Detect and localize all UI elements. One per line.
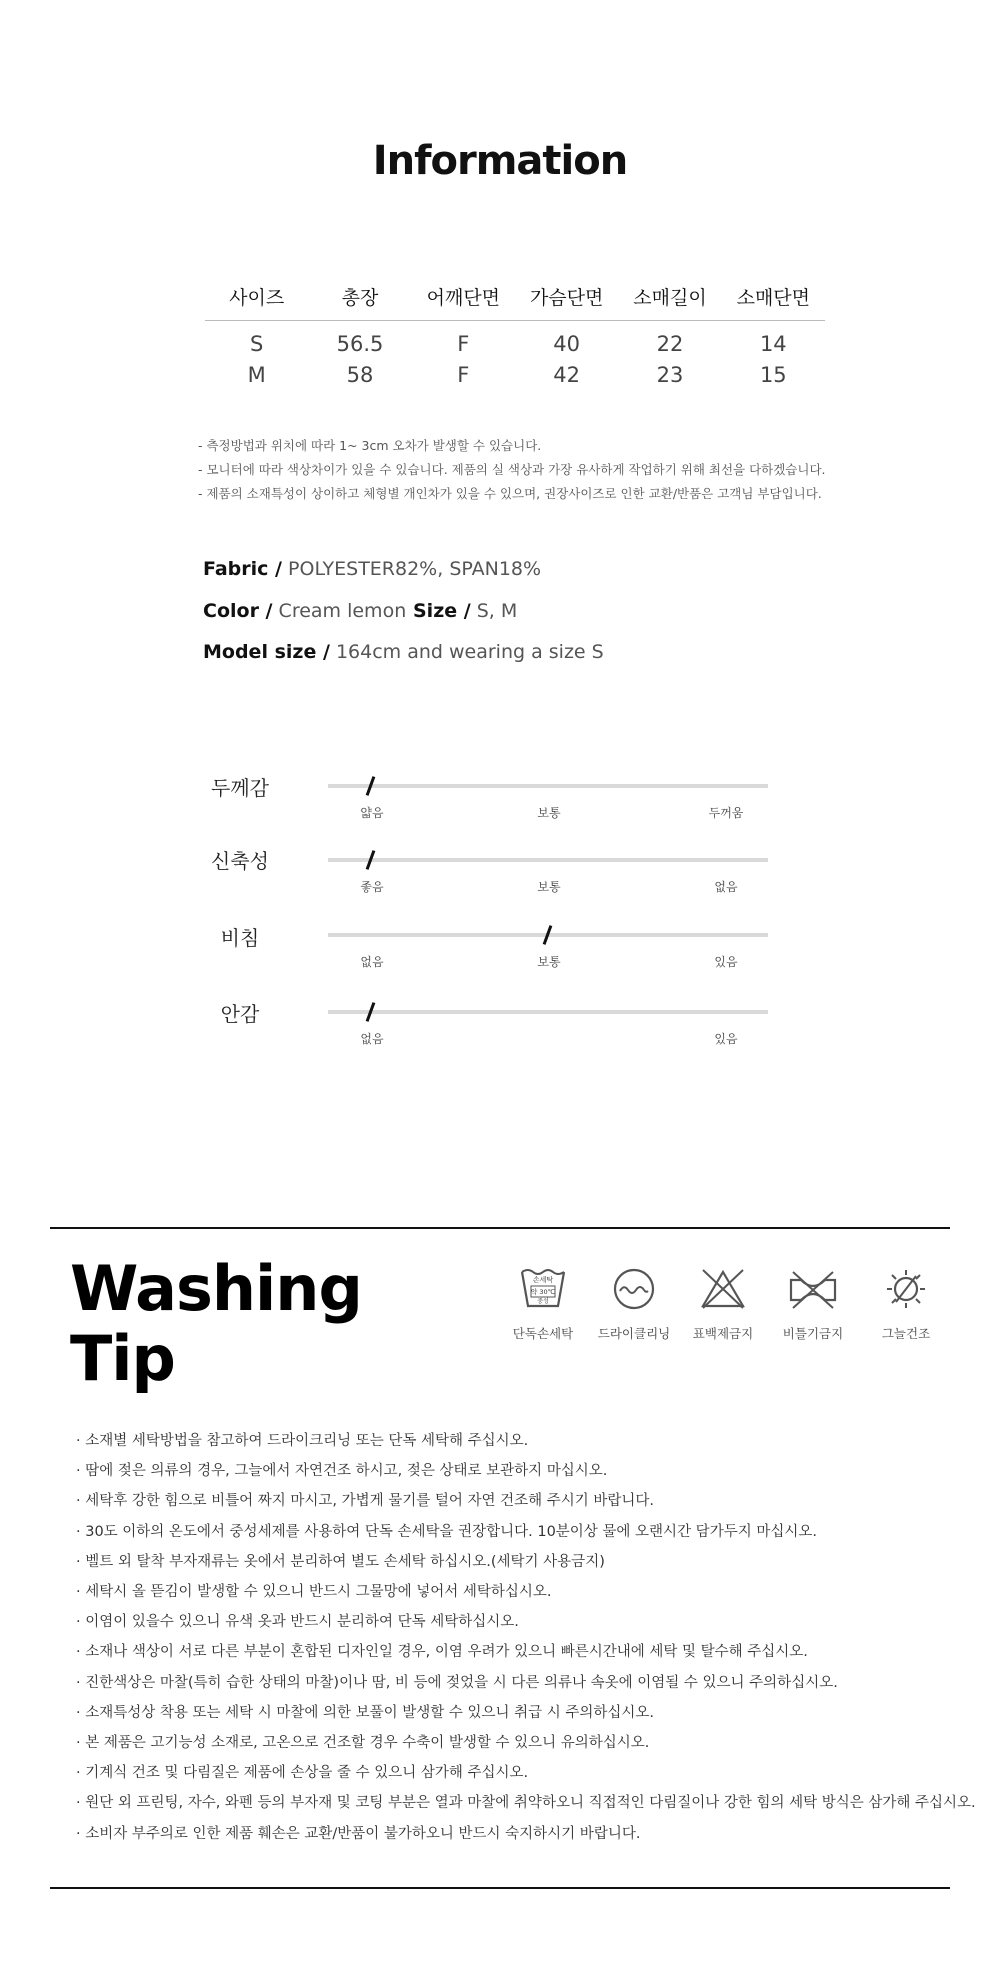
gauge-option: 보통 xyxy=(537,955,561,969)
gauge-label-thickness: 두께감 xyxy=(211,776,269,800)
no-wring-icon xyxy=(763,1266,863,1316)
size-table-header xyxy=(205,280,825,316)
size-label: Size / xyxy=(413,600,471,622)
care-label: 비틀기금지 xyxy=(782,1326,844,1341)
size-value: S, M xyxy=(476,600,518,622)
gauge-option: 있음 xyxy=(714,955,738,969)
gauge-label-stretch: 신축성 xyxy=(211,849,269,873)
list-item: · 소재나 색상이 서로 다른 부분이 혼합된 디자인일 경우, 이염 우려가 있으니 빠른시간내에 세탁 및 탈수해 주십시오. xyxy=(76,1644,808,1661)
table-cell: 40 xyxy=(553,332,581,356)
list-item: · 소비자 부주의로 인한 제품 훼손은 교환/반품이 불가하오니 반드시 숙지하시기 바랍니다. xyxy=(76,1825,641,1842)
header-cell: 소매단면 xyxy=(736,287,811,309)
gauge-track-thickness xyxy=(328,784,768,788)
gauge-option: 얇음 xyxy=(360,806,384,820)
gauge-option: 두꺼움 xyxy=(708,806,744,820)
care-label: 드라이클리닝 xyxy=(597,1326,671,1341)
care-hand-wash xyxy=(493,1266,593,1342)
fabric-spec xyxy=(203,558,541,580)
table-cell: 15 xyxy=(759,363,787,387)
section-divider-top xyxy=(50,1227,950,1229)
fabric-label: Fabric / xyxy=(203,558,282,580)
care-label: 단독손세탁 xyxy=(512,1326,574,1341)
header-cell: 총장 xyxy=(341,287,379,309)
list-item: · 세탁후 강한 힘으로 비틀어 짜지 마시고, 가볍게 물기를 털어 자연 건조해 주시기 바랍니다. xyxy=(76,1493,654,1510)
size-table xyxy=(205,280,825,391)
care-label: 표백제금지 xyxy=(692,1326,754,1341)
color-value: Cream lemon xyxy=(278,600,407,622)
model-label: Model size / xyxy=(203,641,330,663)
table-cell: 23 xyxy=(656,363,684,387)
table-cell: F xyxy=(457,363,470,387)
table-cell: 42 xyxy=(553,363,581,387)
care-shade-dry xyxy=(856,1266,956,1342)
table-cell: S xyxy=(249,332,264,356)
care-dry-clean xyxy=(584,1266,684,1342)
gauge-option: 보통 xyxy=(537,806,561,820)
gauge-track-lining xyxy=(328,1010,768,1014)
table-cell: 14 xyxy=(759,332,787,356)
table-cell: 58 xyxy=(346,363,374,387)
list-item: · 본 제품은 고기능성 소재로, 고온으로 건조할 경우 수축이 발생할 수 있으니 유의하십시오. xyxy=(76,1735,650,1752)
header-cell: 가슴단면 xyxy=(529,287,604,309)
table-cell: F xyxy=(457,332,470,356)
care-label: 그늘건조 xyxy=(881,1326,931,1341)
dry-clean-icon xyxy=(584,1266,684,1316)
header-cell: 어깨단면 xyxy=(426,287,501,309)
shade-dry-icon xyxy=(856,1266,956,1316)
list-item: · 기계식 건조 및 다림질은 제품에 손상을 줄 수 있으니 삼가해 주십시오. xyxy=(76,1765,529,1782)
table-row xyxy=(205,360,825,391)
note-line: - 측정방법과 위치에 따라 1~ 3cm 오차가 발생할 수 있습니다. xyxy=(198,438,542,453)
gauge-option: 좋음 xyxy=(360,880,384,894)
no-bleach-icon xyxy=(673,1266,773,1316)
gauge-track-stretch xyxy=(328,858,768,862)
list-item: · 소재특성상 착용 또는 세탁 시 마찰에 의한 보풀이 발생할 수 있으니 취급 시 주의하십시오. xyxy=(76,1704,654,1721)
fabric-value: POLYESTER82%, SPAN18% xyxy=(288,558,542,580)
hand-wash-icon xyxy=(493,1266,593,1316)
gauge-label-lining: 안감 xyxy=(220,1002,260,1026)
gauge-option: 없음 xyxy=(360,955,384,969)
size-spec xyxy=(413,600,517,622)
list-item: · 세탁시 올 뜯김이 발생할 수 있으니 반드시 그물망에 넣어서 세탁하십시오. xyxy=(76,1584,552,1601)
list-item: · 소재별 세탁방법을 참고하여 드라이크리닝 또는 단독 세탁해 주십시오. xyxy=(76,1433,529,1449)
color-label: Color / xyxy=(203,600,273,622)
table-row xyxy=(205,329,825,360)
care-no-wring xyxy=(763,1266,863,1342)
list-item: · 이염이 있을수 있으니 유색 옷과 반드시 분리하여 단독 세탁하십시오. xyxy=(76,1614,519,1631)
table-divider xyxy=(205,320,825,321)
care-no-bleach xyxy=(673,1266,773,1342)
washing-tip-title xyxy=(70,1254,362,1394)
model-spec xyxy=(203,641,604,663)
washing-title-line1: Washing xyxy=(70,1252,362,1325)
measurement-notes xyxy=(198,434,826,506)
gauge-option: 없음 xyxy=(360,1032,384,1046)
model-value: 164cm and wearing a size S xyxy=(335,641,604,663)
gauge-option: 있음 xyxy=(714,1032,738,1046)
gauge-label-sheerness: 비침 xyxy=(220,926,260,950)
note-line: - 모니터에 따라 색상차이가 있을 수 있습니다. 제품의 실 색상과 가장 유사하게 작업하기 위해 최선을 다하겠습니다. xyxy=(198,462,826,477)
list-item: · 벨트 외 탈착 부자재류는 옷에서 분리하여 별도 손세탁 하십시오.(세탁기 사용금지) xyxy=(76,1553,605,1570)
hand-wash-icon-temp: 약 30℃ xyxy=(531,1288,555,1296)
header-cell: 소매길이 xyxy=(633,287,707,309)
list-item: · 진한색상은 마찰(특히 습한 상태의 마찰)이나 땀, 비 등에 젖었을 시 다른 의류나 속옷에 이염될 수 있으니 주의하십시오. xyxy=(76,1674,838,1691)
table-cell: M xyxy=(247,363,266,387)
hand-wash-icon-detergent: 중성 xyxy=(537,1298,549,1305)
page-title: Information xyxy=(372,138,628,184)
list-item: · 땀에 젖은 의류의 경우, 그늘에서 자연건조 하시고, 젖은 상태로 보관하지 마십시오. xyxy=(76,1463,608,1480)
table-cell: 22 xyxy=(656,332,684,356)
washing-title-line2: Tip xyxy=(70,1322,175,1395)
header-cell: 사이즈 xyxy=(229,287,285,309)
list-item: · 원단 외 프린팅, 자수, 와펜 등의 부자재 및 코팅 부분은 열과 마찰에 취약하오니 직접적인 다림질이나 강한 힘의 세탁 방식은 삼가해 주십시오. xyxy=(76,1795,976,1812)
gauge-option: 없음 xyxy=(714,880,738,894)
table-cell: 56.5 xyxy=(336,332,384,356)
note-line: - 제품의 소재특성이 상이하고 체형별 개인차가 있을 수 있으며, 권장사이즈로 인한 교환/반품은 고객님 부담입니다. xyxy=(198,486,822,501)
gauge-option: 보통 xyxy=(537,880,561,894)
hand-wash-icon-text: 손세탁 xyxy=(532,1276,554,1284)
color-spec xyxy=(203,600,406,622)
section-divider-bottom xyxy=(50,1887,950,1889)
list-item: · 30도 이하의 온도에서 중성세제를 사용하여 단독 손세탁을 권장합니다. 10분이상 물에 오랜시간 담가두지 마십시오. xyxy=(76,1523,817,1540)
washing-tips-list xyxy=(76,1426,976,1849)
